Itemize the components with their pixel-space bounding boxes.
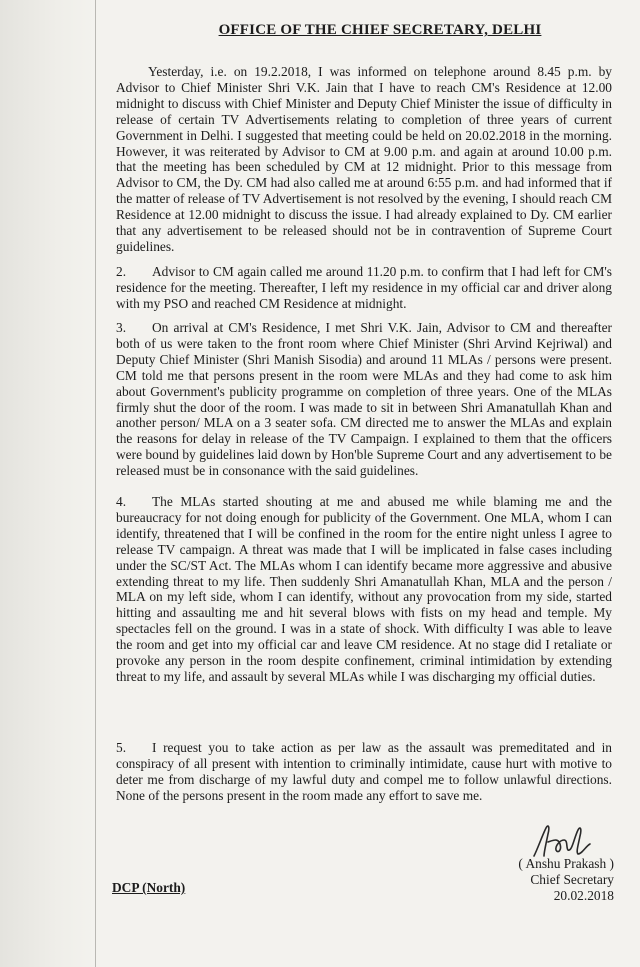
signature-block	[494, 856, 614, 904]
addressee: DCP (North)	[112, 880, 186, 895]
margin-rule	[95, 0, 96, 967]
paragraph-2	[116, 264, 612, 312]
document-heading: OFFICE OF THE CHIEF SECRETARY, DELHI	[218, 22, 542, 38]
paragraph-text: Yesterday, i.e. on 19.2.2018, I was informed on telephone around 8.45 p.m. by Advisor to Chief Minister Shri V.K. Jain that I have to reach CM's Residence at 12.00 midnight to discuss with Chief Minister and Deputy Chief Minister the issue of difficulty in release of certain TV Advertisements relating to completion of three years of current Government in Delhi. I suggested that meeting could be held on 20.02.2018 in the morning. However, it was reiterated by Advisor to CM at 9.00 p.m. and again at around 10.00 p.m. that the meeting has been scheduled by CM at 12 midnight. Prior to this message from Advisor to CM, the Dy. CM had also called me at around 6:55 p.m. and had informed that if the matter of release of TV Advertisement is not resolved by the evening, I should reach CM Residence at 12.00 midnight to discuss the issue. I had already explained to Dy. CM earlier that any advertisement to be released should not be in contravention of Supreme Court guidelines.	[116, 64, 612, 254]
paragraph-text: The MLAs started shouting at me and abused me while blaming me and the bureaucracy for not doing enough for publicity of the Government. One MLA, whom I can identify, threatened that I will be confined in the room for the entire night unless I agree to release TV campaign. A threat was made that I will be implicated in false cases including under the SC/ST Act. The MLAs whom I can identify became more aggressive and abusive extending threat to my life. Then suddenly Shri Amanatullah Khan, MLA and the person / MLA on my left side, whom I can identify, without any provocation from my side, started hitting and assaulting me and hit several blows with fists on my head and temple. My spectacles fell on the ground. I was in a state of shock. With difficulty I was able to leave the room and get into my official car and leave CM residence. At no stage did I retaliate or provoke any person in the room despite confinement, criminal intimidation by extending threat to my life, and assault by several MLAs while I was discharging my official duties.	[116, 494, 612, 684]
signatory-name: ( Anshu Prakash )	[518, 856, 614, 871]
signature-date: 20.02.2018	[553, 888, 614, 903]
paragraph-number: 2.	[116, 264, 127, 279]
paragraph-number: 4.	[116, 494, 127, 509]
paragraph-text: Advisor to CM again called me around 11.20 p.m. to confirm that I had left for CM's residence for the meeting. Thereafter, I left my residence in my official car and driver along with my PSO and reached CM Residence at midnight.	[116, 264, 612, 311]
paragraph-5	[116, 740, 612, 804]
paragraph-1	[116, 64, 612, 255]
paragraph-text: I request you to take action as per law as the assault was premeditated and in conspiracy of all present with intention to criminally intimidate, cause hurt with motive to deter me from discharge of my lawful duty and compel me to follow unlawful directions. None of the persons present in the room made any effort to save me.	[116, 740, 612, 803]
paragraph-3	[116, 320, 612, 479]
paragraph-4	[116, 494, 612, 685]
paragraph-number: 5.	[116, 740, 127, 755]
paragraph-number: 3.	[116, 320, 127, 335]
paragraph-text: On arrival at CM's Residence, I met Shri V.K. Jain, Advisor to CM and thereafter both of us were taken to the front room where Chief Minister (Shri Arvind Kejriwal) and Deputy Chief Minister (Shri Manish Sisodia) and around 11 MLAs / persons were present. CM told me that persons present in the room were MLAs and they had come to ask him about Government's publicity programme on completion of three years. One of the MLAs firmly shut the door of the room. I was made to sit in between Shri Amanatullah Khan and another person/ MLA on a 3 seater sofa. CM directed me to answer the MLAs and explain the reasons for delay in release of the TV Campaign. I explained to them that the officers were bound by guidelines laid down by Hon'ble Supreme Court and any advertisement to be released must be in consonance with the said guidelines.	[116, 320, 612, 479]
page-margin-shadow	[0, 0, 96, 967]
signatory-designation: Chief Secretary	[530, 872, 614, 887]
